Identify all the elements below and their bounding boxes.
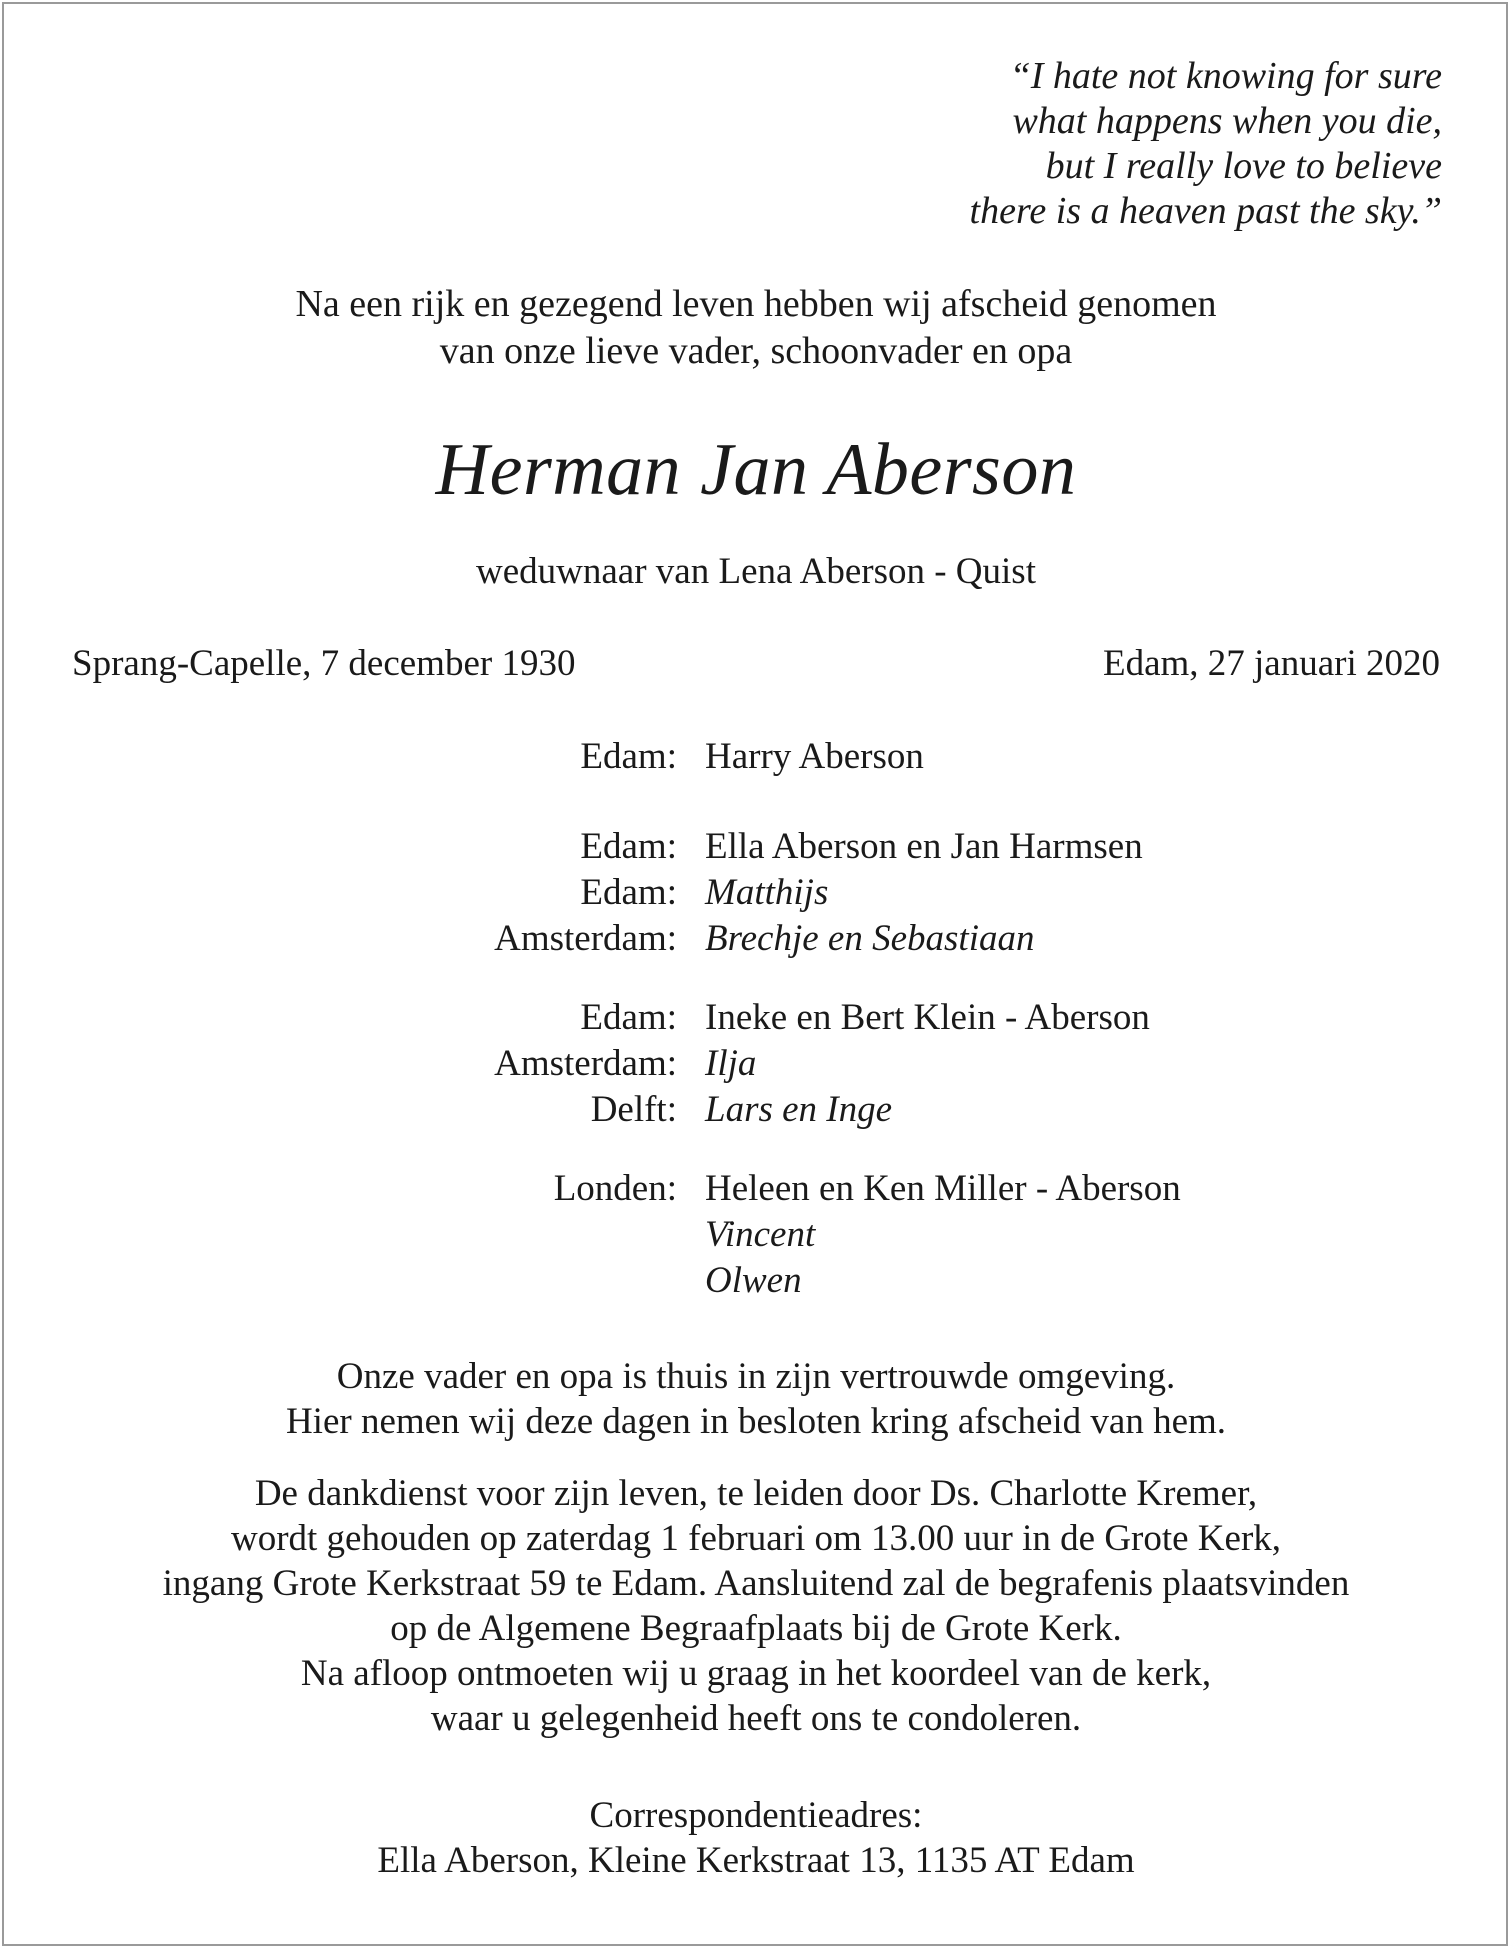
correspondence-address: Ella Aberson, Kleine Kerkstraat 13, 1135 AT Edam: [377, 1840, 1135, 1881]
birth-place-date: Sprang-Capelle, 7 december 1930: [72, 643, 576, 684]
family-person: Ineke en Bert Klein - Aberson: [705, 997, 1150, 1038]
death-place-date: Edam, 27 januari 2020: [1102, 643, 1440, 684]
family-place: Amsterdam:: [494, 918, 677, 959]
quote-line: there is a heaven past the sky.”: [969, 190, 1442, 232]
intro-line: van onze lieve vader, schoonvader en opa: [439, 330, 1073, 372]
quote-line: “I hate not knowing for sure: [1009, 55, 1442, 97]
family-place: Edam:: [580, 736, 677, 777]
service-text-line: ingang Grote Kerkstraat 59 te Edam. Aansluitend zal de begrafenis plaatsvinden: [162, 1563, 1350, 1604]
intro-line: Na een rijk en gezegend leven hebben wij afscheid genomen: [295, 283, 1217, 325]
service-text-line: op de Algemene Begraafplaats bij de Grote Kerk.: [390, 1608, 1122, 1649]
family-person: Heleen en Ken Miller - Aberson: [705, 1168, 1181, 1209]
family-place: Amsterdam:: [494, 1043, 677, 1084]
service-text-line: De dankdienst voor zijn leven, te leiden door Ds. Charlotte Kremer,: [254, 1473, 1258, 1514]
deceased-name: Herman Jan Aberson: [435, 429, 1077, 511]
service-text-line: waar u gelegenheid heeft ons te condoleren.: [430, 1698, 1082, 1739]
family-person: Ilja: [705, 1043, 757, 1084]
service-text-line: Na afloop ontmoeten wij u graag in het koordeel van de kerk,: [300, 1653, 1212, 1694]
quote-line: but I really love to believe: [1045, 145, 1442, 187]
family-person: Lars en Inge: [705, 1089, 893, 1130]
home-text-line: Hier nemen wij deze dagen in besloten kring afscheid van hem.: [285, 1401, 1227, 1442]
home-text-line: Onze vader en opa is thuis in zijn vertrouwde omgeving.: [336, 1356, 1176, 1397]
family-person: Harry Aberson: [705, 736, 924, 777]
widower-line: weduwnaar van Lena Aberson - Quist: [476, 551, 1036, 592]
family-person: Matthijs: [705, 872, 829, 913]
family-place: Edam:: [580, 826, 677, 867]
family-place: Edam:: [580, 872, 677, 913]
service-text-line: wordt gehouden op zaterdag 1 februari om 13.00 uur in de Grote Kerk,: [230, 1518, 1282, 1559]
family-person: Olwen: [705, 1260, 802, 1301]
family-person: Ella Aberson en Jan Harmsen: [705, 826, 1143, 867]
quote-line: what happens when you die,: [1012, 100, 1442, 142]
family-person: Vincent: [705, 1214, 816, 1255]
family-place: Delft:: [590, 1089, 677, 1130]
family-person: Brechje en Sebastiaan: [705, 918, 1035, 959]
correspondence-label: Correspondentieadres:: [589, 1795, 923, 1836]
family-place: Londen:: [553, 1168, 677, 1209]
family-place: Edam:: [580, 997, 677, 1038]
